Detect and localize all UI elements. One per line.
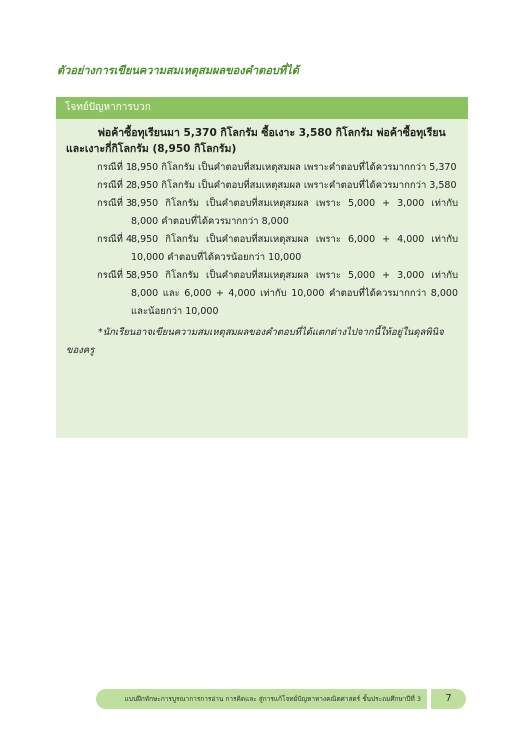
case-item	[97, 177, 458, 195]
case-item	[97, 195, 458, 231]
case-text: 8,950 กิโลกรัม เป็นคำตอบที่สมเหตุสมผล เพราะ 5,000 + 3,000 เท่ากับ 8,000 คำตอบที่ได้ควรมากกว่า 8,000	[131, 198, 458, 227]
page-number: 7	[431, 689, 466, 709]
case-label: กรณีที่ 2	[97, 180, 132, 191]
footer-title: แบบฝึกทักษะการบูรณาการการอ่าน การคิดและ สู่การแก้โจทย์ปัญหาทางคณิตศาสตร์ ชั้นประถมศึกษาปีที่ 3	[96, 689, 427, 709]
case-label: กรณีที่ 5	[97, 270, 132, 281]
box-header: โจทย์ปัญหาการบวก	[56, 97, 468, 119]
problem-statement: พ่อค้าซื้อทุเรียนมา 5,370 กิโลกรัม ซื้อเงาะ 3,580 กิโลกรัม พ่อค้าซื้อทุเรียนและเงาะกี่กิโลกรัม (8,950 กิโลกรัม)	[66, 127, 446, 155]
case-label: กรณีที่ 1	[97, 162, 132, 173]
case-label: กรณีที่ 3	[97, 198, 132, 209]
case-item	[97, 267, 458, 321]
case-item	[97, 231, 458, 267]
case-text: 8,950 กิโลกรัม เป็นคำตอบที่สมเหตุสมผล เพราะคำตอบที่ได้ควรมากกว่า 5,370	[131, 162, 457, 173]
case-list	[56, 159, 468, 321]
case-text: 8,950 กิโลกรัม เป็นคำตอบที่สมเหตุสมผล เพราะ 5,000 + 3,000 เท่ากับ 8,000 และ 6,000 + 4,000 เท่ากับ 10,000 คำตอบที่ได้ควรมากกว่า 8,000 และน้อยกว่า 10,000	[131, 270, 458, 317]
case-item	[97, 159, 458, 177]
section-heading: ตัวอย่างการเขียนความสมเหตุสมผลของคำตอบที่ได้	[57, 64, 299, 77]
case-text: 8,950 กิโลกรัม เป็นคำตอบที่สมเหตุสมผล เพราะคำตอบที่ได้ควรมากกว่า 3,580	[131, 180, 457, 191]
example-box	[56, 97, 468, 438]
teacher-note: *นักเรียนอาจเขียนความสมเหตุสมผลของคำตอบที่ได้แตกต่างไปจากนี้ให้อยู่ในดุลพินิจของครู	[66, 327, 444, 356]
case-label: กรณีที่ 4	[97, 234, 132, 245]
case-text: 8,950 กิโลกรัม เป็นคำตอบที่สมเหตุสมผล เพราะ 6,000 + 4,000 เท่ากับ 10,000 คำตอบที่ได้ควรน้อยกว่า 10,000	[131, 234, 458, 263]
